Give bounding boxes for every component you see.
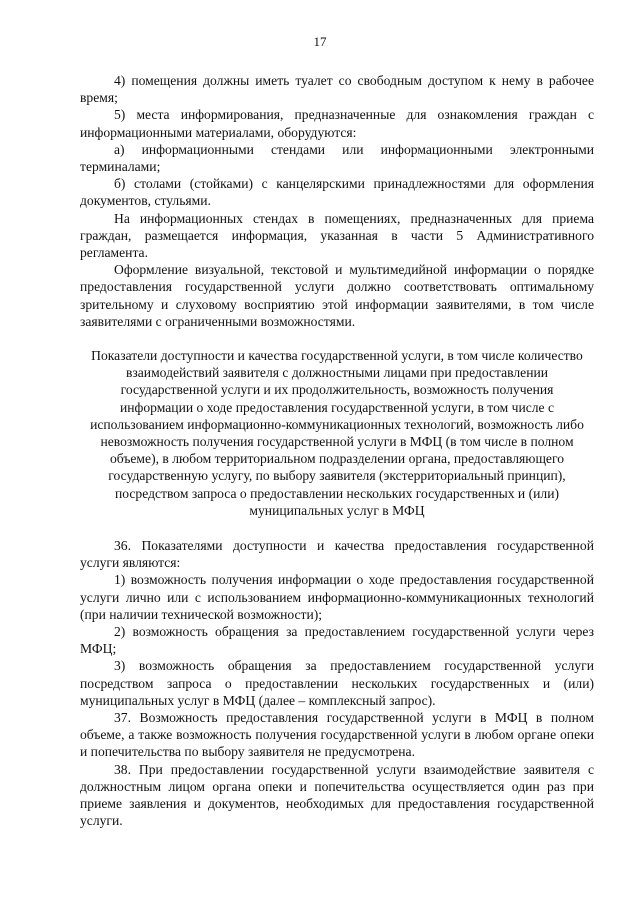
paragraph-info-stands: На информационных стендах в помещениях, предназначенных для приема граждан, размещается информация, указанная в части 5 Административного регламента. [80, 210, 594, 261]
paragraph-item-4-toilet: 4) помещения должны иметь туалет со свободным доступом к нему в рабочее время; [80, 73, 594, 106]
section-accessibility-indicators [80, 537, 594, 829]
section-heading: Показатели доступности и качества государственной услуги, в том числе количество взаимодействий заявителя с должностными лицами при предоставлении государственной услуги и их продолжительность, возможность получения информации о ходе предоставления государственной услуги, в том числе с использованием информационно-коммуникационных технологий, возможность либо невозможность получения государственной услуги в МФЦ (в том числе в полном объеме), в любом территориальном подразделении органа, предоставляющего государственную услугу, по выбору заявителя (экстерриториальный принцип), посредством запроса о предоставлении нескольких государственных и (или) муниципальных услуг в МФЦ [90, 348, 584, 518]
paragraph-item-b-tables: б) столами (стойками) с канцелярскими принадлежностями для оформления документов, стульями. [80, 176, 594, 209]
paragraph-item-5-info-places: 5) места информирования, предназначенные для ознакомления граждан с информационными материалами, оборудуются: [80, 107, 594, 140]
paragraph-38: 38. При предоставлении государственной услуги взаимодействие заявителя с должностным лицом органа опеки и попечительства осуществляется один раз при приеме заявления и документов, необходимых для предоставления государственной услуги. [80, 761, 594, 829]
section-premises-requirements [80, 72, 594, 330]
paragraph-36-item-3: 3) возможность обращения за предоставлением государственной услуги посредством запроса о предоставлении нескольких государственных и (или) муниципальных услуг в МФЦ (далее – комплексный запрос). [80, 658, 594, 708]
paragraph-37: 37. Возможность предоставления государственной услуги в МФЦ в полном объеме, а также возможность получения государственной услуги в любом органе опеки и попечительства по выбору заявителя не предусмотрена. [80, 710, 594, 760]
paragraph-item-a-stands: а) информационными стендами или информационными электронными терминалами; [80, 141, 594, 175]
paragraph-info-design: Оформление визуальной, текстовой и мультимедийной информации о порядке предоставления государственной услуги должно соответствовать оптимальному зрительному и слуховому восприятию этой информации заявителями, в том числе заявителями с ограниченными возможностями. [80, 262, 594, 329]
paragraph-36-item-2: 2) возможность обращения за предоставлением государственной услуги через МФЦ; [80, 624, 594, 657]
paragraph-36: 36. Показателями доступности и качества предоставления государственной услуги являются: [80, 538, 594, 571]
paragraph-36-item-1: 1) возможность получения информации о ходе предоставления государственной услуги лично или с использованием информационно-коммуникационных технологий (при наличии технической возможности); [80, 572, 594, 622]
page-number: 17 [313, 34, 327, 49]
